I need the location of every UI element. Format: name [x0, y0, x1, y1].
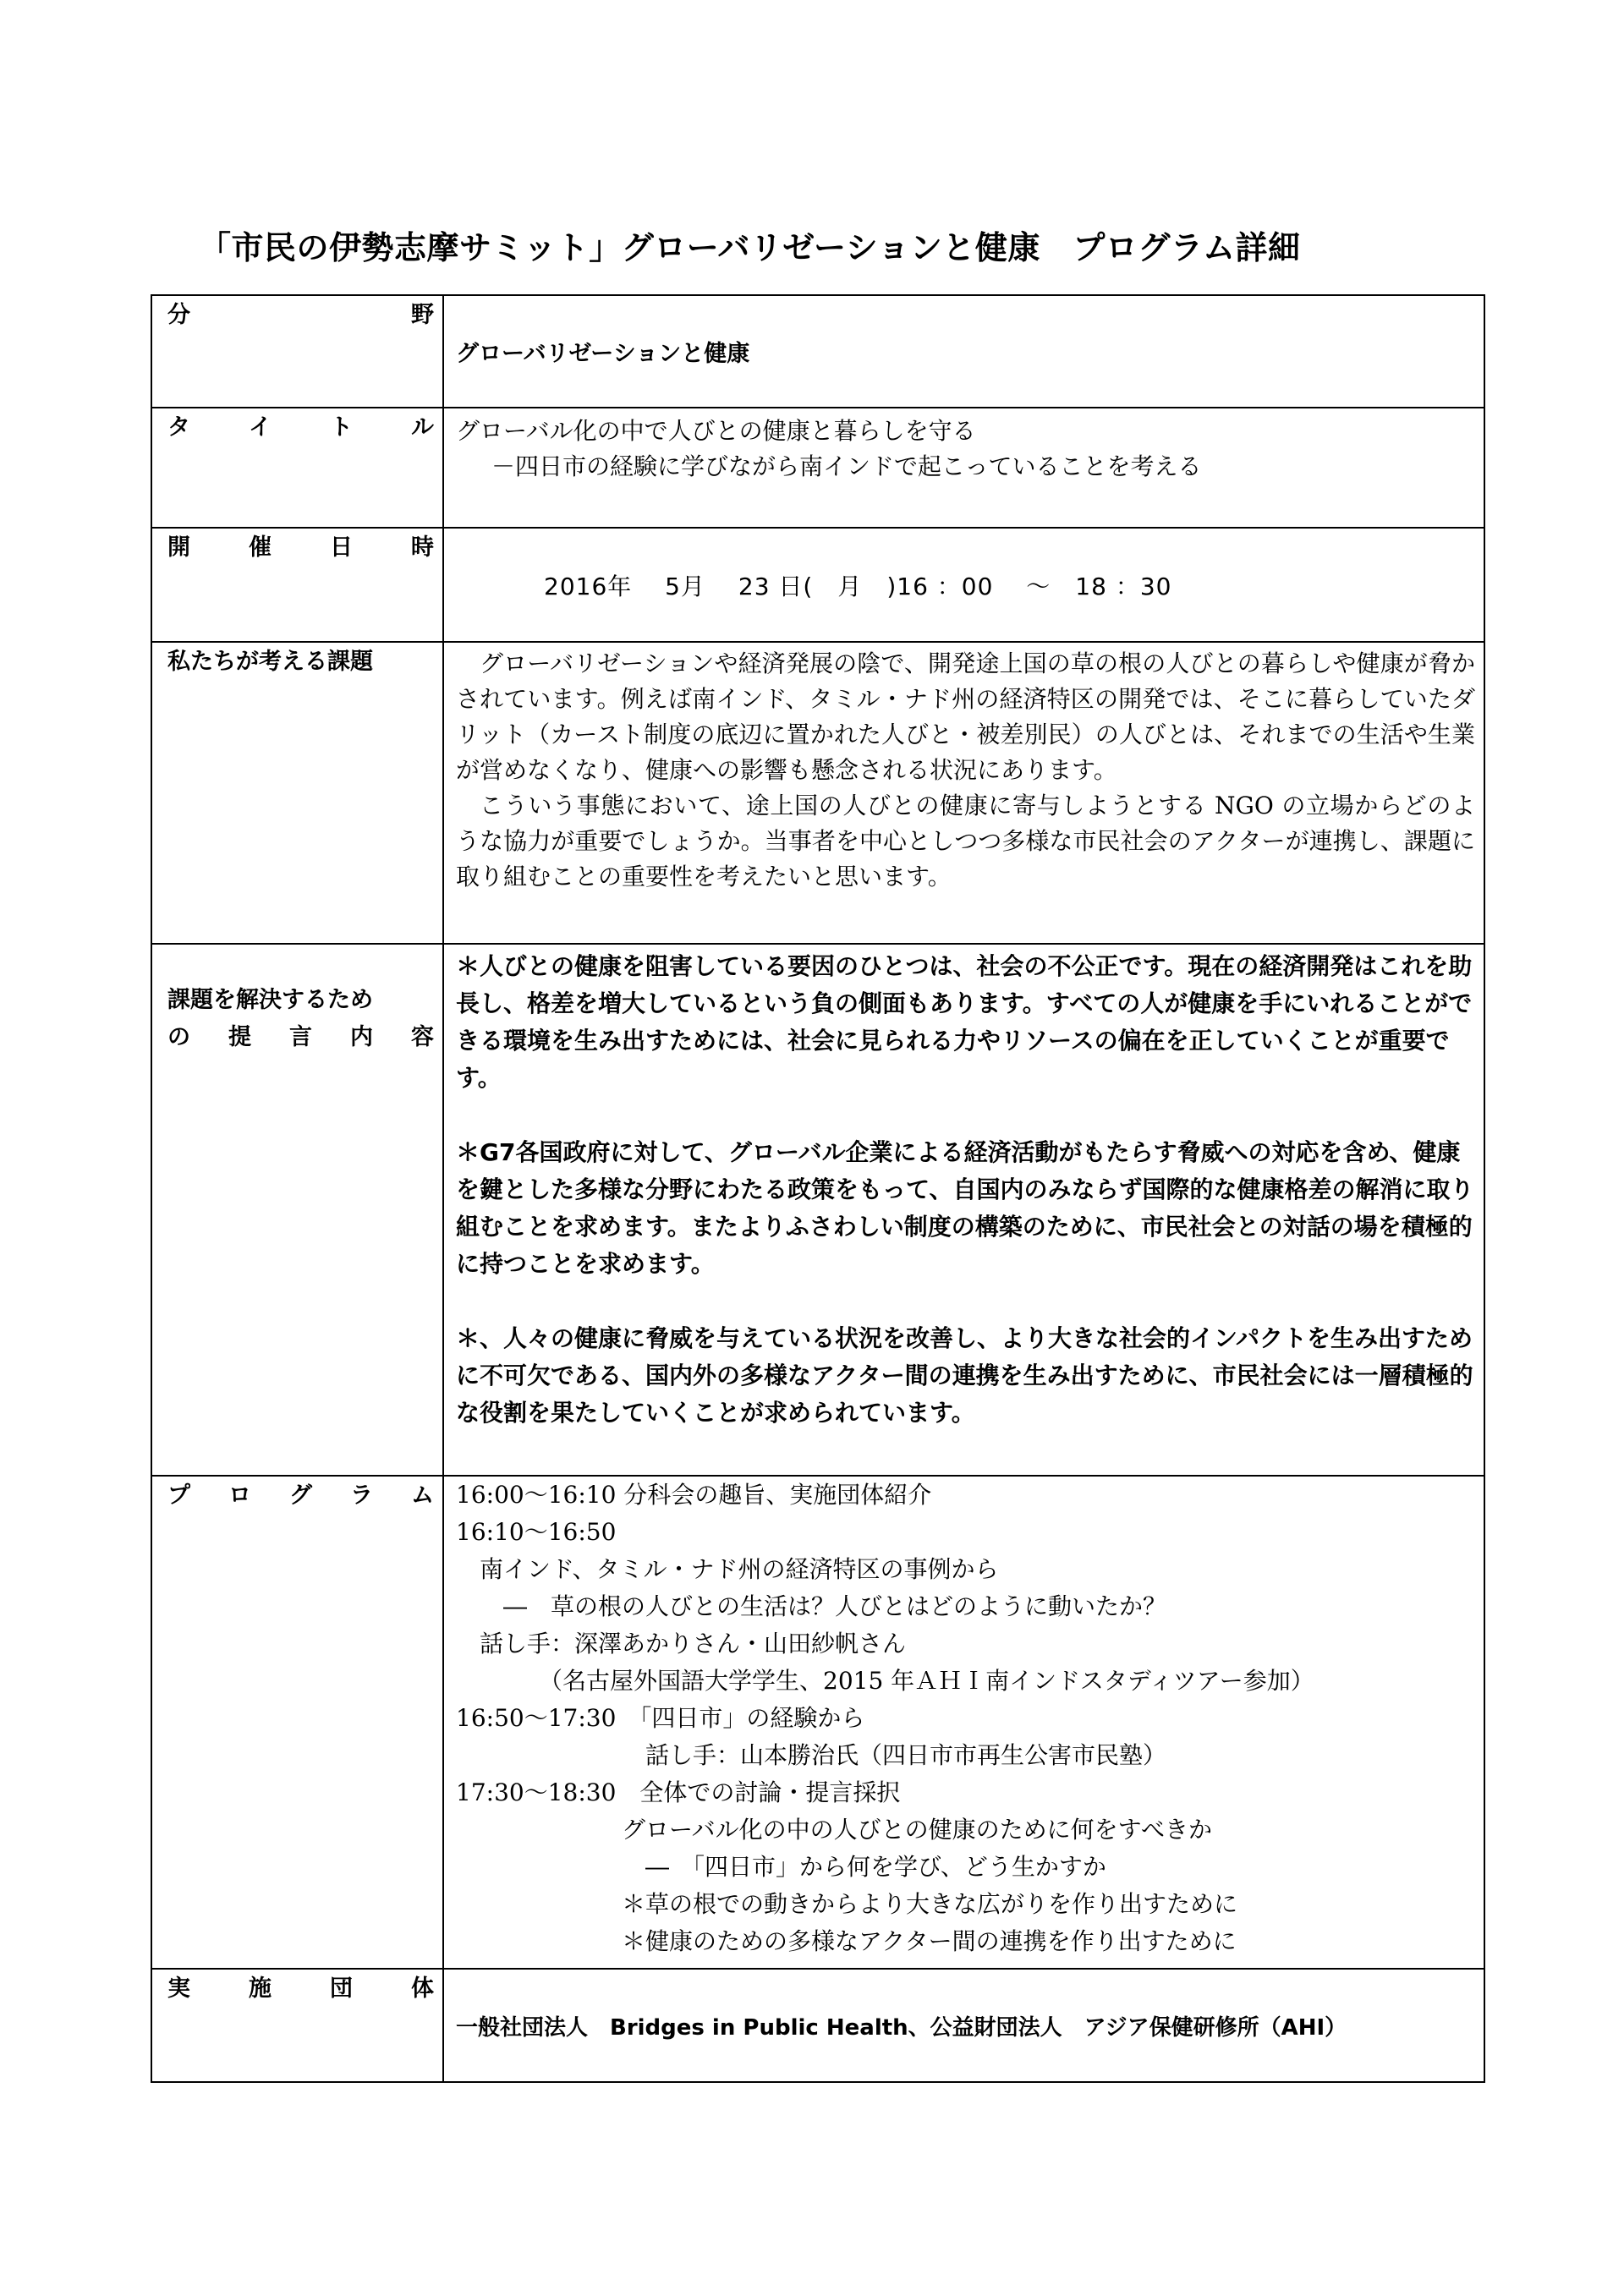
- value-proposal: [443, 944, 1484, 1476]
- label-char: 施: [249, 1975, 272, 2002]
- label-char: 団: [330, 1975, 353, 2002]
- value-datetime: [443, 528, 1484, 642]
- value-issue: [443, 642, 1484, 944]
- label-char: グ: [289, 1482, 312, 1509]
- datetime-value: 2016年 5月 23 日( 月 )16 ：00 ～ 18 ：30: [544, 572, 1172, 600]
- label-char: タ: [167, 414, 190, 441]
- program-line: 16:50～17:30 「四日市」の経験から: [456, 1704, 865, 1732]
- program-line: ― 草の根の人びとの生活は？人びとはどのように動いたか？: [456, 1592, 1167, 1620]
- value-organizer: [443, 1969, 1484, 2082]
- program-line: 南インド、タミル・ナド州の経済特区の事例から: [456, 1555, 999, 1583]
- label-char: 言: [289, 1024, 312, 1050]
- value-program: [443, 1476, 1484, 1969]
- proposal-item-1: ＊人びとの健康を阻害している要因のひとつは、社会の不公正です。現在の経済開発はこれを助長し、格差を増大しているという負の側面もあります。すべての人が健康を手にいれることができる環境を生み出すためには、社会に見られる力やリソースの偏在を正していくことが重要です。: [456, 952, 1473, 1092]
- label-char: ロ: [228, 1482, 251, 1509]
- program-line: ― 「四日市」から何を学び、どう生かすか: [456, 1853, 1106, 1881]
- row-issue: [151, 642, 1484, 944]
- label-char: 催: [249, 534, 272, 561]
- issue-label: 私たちが考える課題: [167, 649, 373, 675]
- label-char: 体: [411, 1975, 434, 2002]
- program-line: グローバル化の中の人びとの健康のために何をすべきか: [456, 1816, 1213, 1844]
- issue-paragraph-2: こういう事態において、途上国の人びとの健康に寄与しようとする NGO の立場からどのような協力が重要でしょうか。当事者を中心としつつ多様な市民社会のアクターが連携し、課題に取り組むことの重要性を考えたいと思います。: [456, 792, 1475, 890]
- row-organizer: [151, 1969, 1484, 2082]
- label-char: ト: [330, 414, 353, 441]
- program-line: ＊草の根での動きからより大きな広がりを作り出すために: [456, 1890, 1238, 1918]
- page-title: 「市民の伊勢志摩サミット」グローバリゼーションと健康 プログラム詳細: [199, 229, 1301, 266]
- row-proposal: [151, 944, 1484, 1476]
- proposal-label-line-2: [167, 1019, 434, 1056]
- issue-text: [456, 646, 1475, 895]
- proposal-item-3: ＊、人々の健康に脅威を与えている状況を改善し、より大きな社会的インパクトを生み出すために不可欠である、国内外の多様なアクター間の連携を生み出すために、市民社会には一層積極的な役割を果たしていくことが求められています。: [456, 1324, 1473, 1427]
- row-title: [151, 408, 1484, 528]
- program-line: 話し手：山本勝治氏（四日市市再生公害市民塾）: [456, 1741, 1167, 1769]
- program-line: 話し手：深澤あかりさん・山田紗帆さん: [456, 1630, 907, 1658]
- label-char: の: [167, 1024, 190, 1050]
- row-field: [151, 295, 1484, 408]
- issue-paragraph-1: グローバリゼーションや経済発展の陰で、開発途上国の草の根の人びとの暮らしや健康が脅かされています。例えば南インド、タミル・ナド州の経済特区の開発では、そこに暮らしていたダリット（カースト制度の底辺に置かれた人びと・被差別民）の人びとは、それまでの生活や生業が営めなくなり、健康への影響も懸念される状況にあります。: [456, 649, 1475, 784]
- label-char: 時: [411, 534, 434, 561]
- label-char: 分: [167, 302, 190, 328]
- label-char: ル: [411, 414, 434, 441]
- value-field: [443, 295, 1484, 408]
- program-line: 16:10～16:50: [456, 1518, 617, 1546]
- proposal-label: [167, 982, 434, 1056]
- label-field: [151, 295, 443, 408]
- label-char: 容: [411, 1024, 434, 1050]
- label-char: 開: [167, 534, 190, 561]
- label-datetime: [151, 528, 443, 642]
- program-line: ＊健康のための多様なアクター間の連携を作り出すために: [456, 1927, 1237, 1955]
- proposal-text: [456, 948, 1475, 1432]
- label-char: イ: [249, 414, 272, 441]
- label-organizer: [151, 1969, 443, 2082]
- label-title: [151, 408, 443, 528]
- program-line: 17:30～18:30 全体での討論・提言採択: [456, 1778, 901, 1806]
- label-char: 内: [350, 1024, 373, 1050]
- label-issue: [151, 642, 443, 944]
- label-char: 実: [167, 1975, 190, 2002]
- organizer-value: 一般社団法人 Bridges in Public Health、公益財団法人 アジア保健研修所（AHI）: [456, 2014, 1347, 2041]
- row-program: [151, 1476, 1484, 1969]
- proposal-item-2: ＊G7各国政府に対して、グローバル企業による経済活動がもたらす脅威への対応を含め、健康を鍵とした多様な分野にわたる政策をもって、自国内のみならず国際的な健康格差の解消に取り組むことを求めます。またよりふさわしい制度の構築のために、市民社会との対話の場を積極的に持つことを求めます。: [456, 1138, 1474, 1278]
- program-schedule: [456, 1477, 1475, 1960]
- label-program: [151, 1476, 443, 1969]
- label-proposal: [151, 944, 443, 1476]
- title-line-2: －四日市の経験に学びながら南インドで起こっていることを考える: [491, 452, 1202, 480]
- program-detail-table: [151, 294, 1485, 2083]
- label-char: 野: [411, 302, 434, 328]
- proposal-label-line-1: 課題を解決するため: [167, 987, 373, 1013]
- label-char: 提: [228, 1024, 251, 1050]
- row-datetime: [151, 528, 1484, 642]
- value-title: [443, 408, 1484, 528]
- label-char: プ: [167, 1482, 190, 1509]
- field-value: グローバリゼーションと健康: [456, 341, 750, 367]
- label-char: 日: [330, 534, 353, 561]
- label-char: ラ: [350, 1482, 373, 1509]
- program-line: （名古屋外国語大学学生、2015 年ＡＨＩ南インドスタディツアー参加）: [456, 1667, 1314, 1695]
- program-line: 16:00～16:10 分科会の趣旨、実施団体紹介: [456, 1481, 932, 1509]
- label-char: ム: [411, 1482, 434, 1509]
- title-line-1: グローバル化の中で人びとの健康と暮らしを守る: [456, 417, 976, 445]
